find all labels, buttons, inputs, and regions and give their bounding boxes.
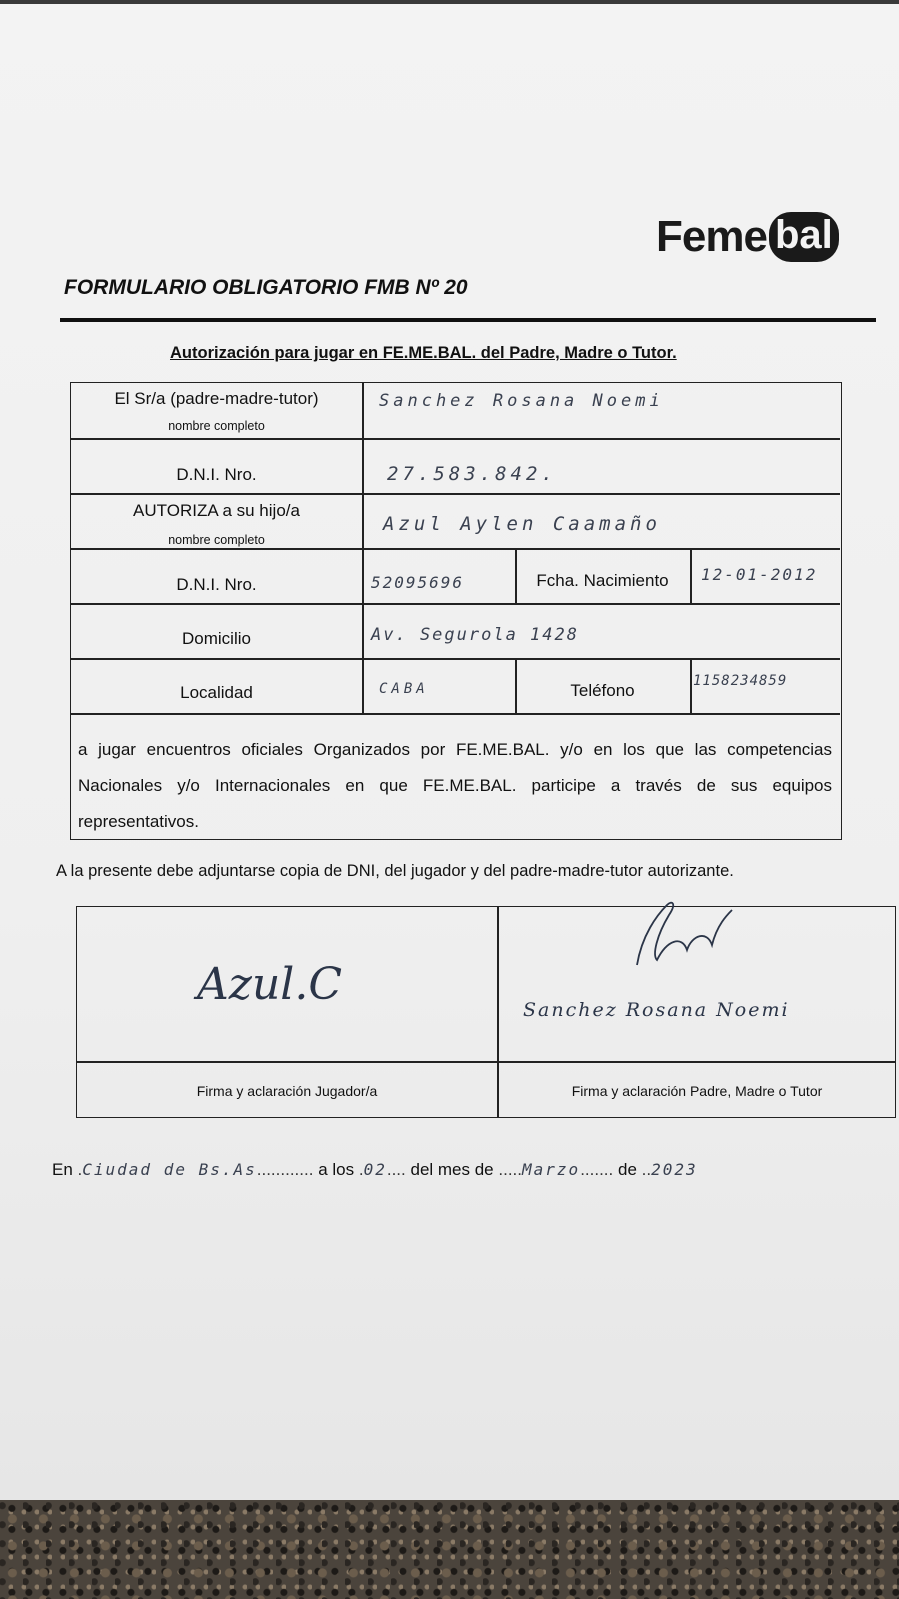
footer-date-line: En .Ciudad de Bs.As............ a los .02.... del mes de .....Marzo....... de ..2023 (52, 1160, 698, 1179)
row-divider (71, 548, 840, 550)
phone-value: 1158234859 (693, 673, 788, 689)
parent-signature: Sanchez Rosana Noemi (523, 999, 790, 1021)
form-title: FORMULARIO OBLIGATORIO FMB Nº 20 (64, 276, 468, 299)
signature-row-divider (77, 1061, 895, 1063)
birth-date-label: Fcha. Nacimiento (536, 571, 669, 590)
footer-de-label: de (617, 1160, 637, 1179)
footer-year-value: 2023 (651, 1160, 698, 1179)
logo-pill: bal (769, 212, 839, 262)
player-signature: Azul.C (197, 959, 343, 1010)
column-divider (690, 548, 692, 604)
parent-name-value: Sanchez Rosana Noemi (379, 391, 664, 411)
parent-label: El Sr/a (padre-madre-tutor) (114, 389, 319, 408)
granite-surface (0, 1500, 899, 1599)
authorization-paragraph: a jugar encuentros oficiales Organizados por FE.ME.BAL. y/o en los que las competencias Nacionales y/o Internacionales en que FE.ME.BAL. participe a través de sus equipos representativos. (78, 740, 832, 831)
row-divider (71, 658, 840, 660)
row-divider (71, 493, 840, 495)
child-name-value: Azul Aylen Caamaño (383, 513, 661, 535)
row-divider (71, 438, 840, 440)
logo-text: Feme (656, 212, 767, 261)
city-value: CABA (379, 681, 429, 697)
form-subtitle: Autorización para jugar en FE.ME.BAL. del Padre, Madre o Tutor. (170, 344, 677, 362)
child-sublabel: nombre completo (168, 533, 265, 547)
row-divider (71, 713, 840, 715)
parent-signature-label: Firma y aclaración Padre, Madre o Tutor (571, 1083, 823, 1099)
footer-day-value: 02 (363, 1160, 387, 1179)
row-divider (71, 603, 840, 605)
address-value: Av. Segurola 1428 (371, 625, 579, 645)
footer-en-label: En (52, 1160, 73, 1179)
birth-date-value: 12-01-2012 (701, 565, 818, 584)
phone-label: Teléfono (570, 681, 635, 700)
footer-month-value: Marzo (522, 1160, 581, 1179)
title-rule (60, 318, 876, 322)
signature-box (76, 906, 896, 1118)
parent-sublabel: nombre completo (168, 419, 265, 433)
parent-dni-value: 27.583.842. (387, 463, 557, 485)
player-signature-label: Firma y aclaración Jugador/a (196, 1083, 378, 1099)
city-label: Localidad (180, 683, 253, 702)
address-label: Domicilio (182, 629, 251, 648)
footer-place-value: Ciudad de Bs.As (82, 1160, 257, 1179)
attachment-note: A la presente debe adjuntarse copia de DNI, del jugador y del padre-madre-tutor autorizante. (56, 862, 734, 880)
column-divider (690, 658, 692, 714)
footer-mes-label: del mes de (410, 1160, 494, 1179)
child-dni-label: D.N.I. Nro. (176, 575, 257, 594)
child-dni-value: 52095696 (371, 573, 465, 592)
footer-a-los-label: a los (318, 1160, 355, 1179)
parent-dni-label: D.N.I. Nro. (176, 465, 257, 484)
parent-signature-scribble (597, 895, 737, 975)
femebal-logo (656, 208, 839, 266)
column-divider (362, 383, 364, 714)
child-label: AUTORIZA a su hijo/a (133, 501, 300, 520)
